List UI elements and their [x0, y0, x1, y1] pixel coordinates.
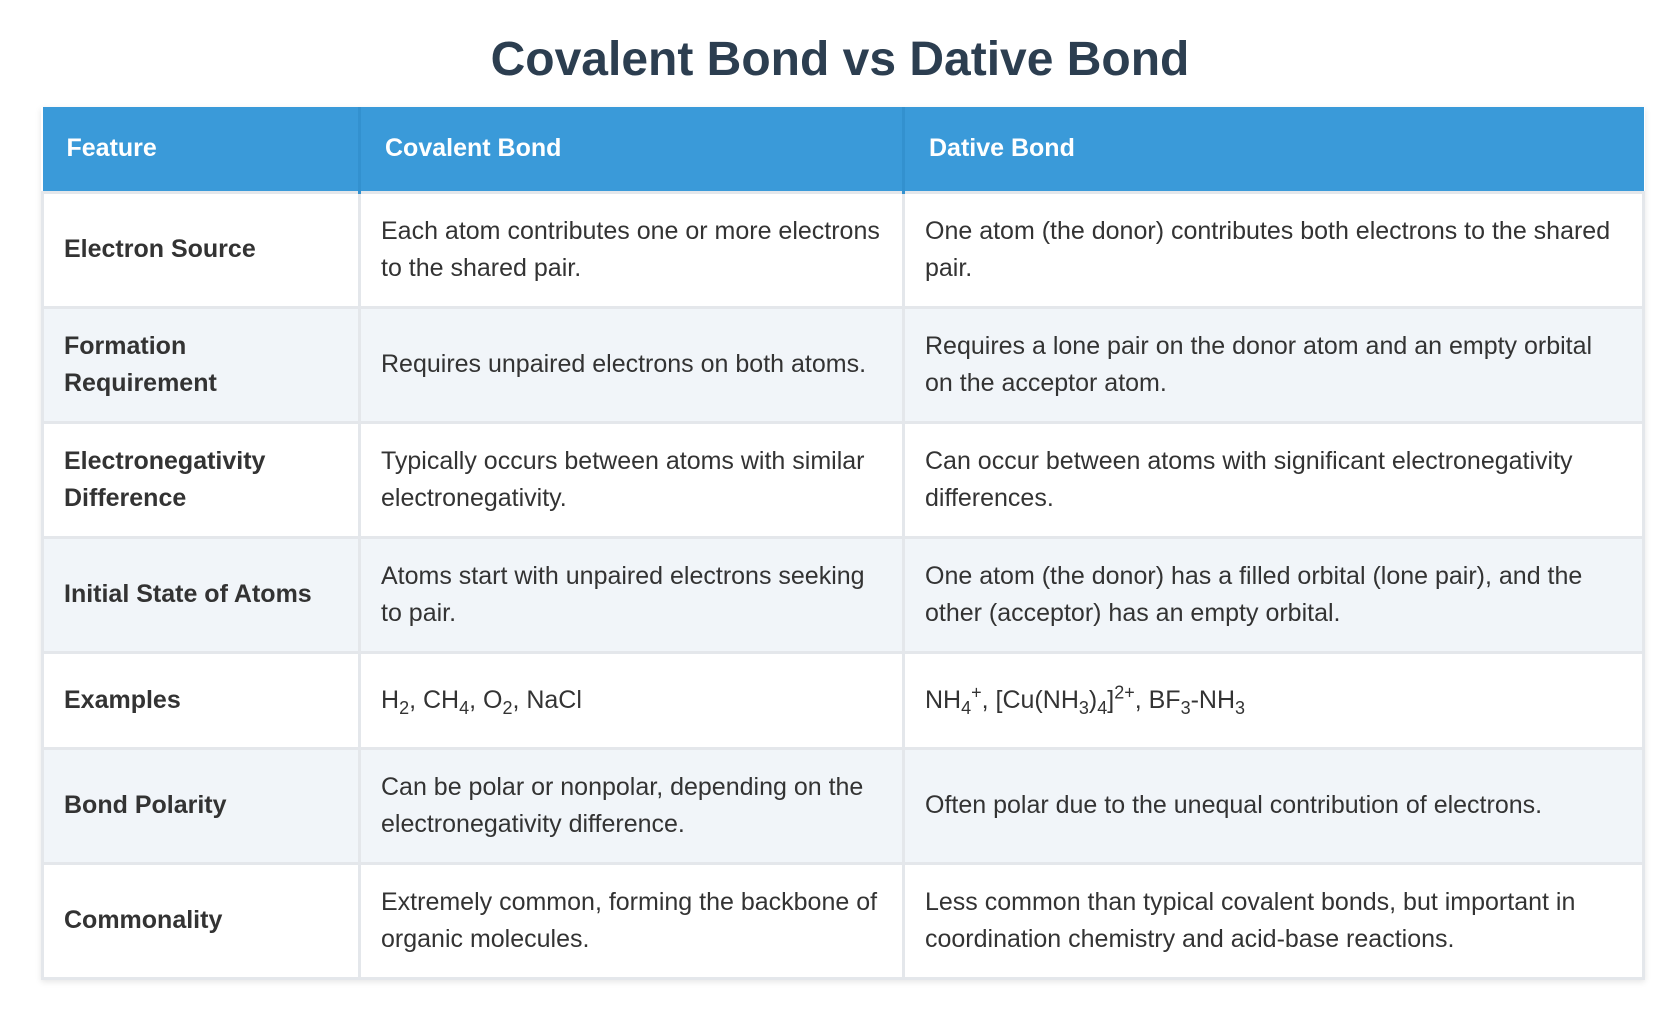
formula-text: H — [381, 685, 400, 714]
feature-cell: Electronegativity Difference — [43, 422, 360, 537]
dative-cell: Often polar due to the unequal contribution of electrons. — [904, 748, 1644, 863]
formula-text: NH — [925, 685, 962, 714]
feature-cell: Bond Polarity — [43, 748, 360, 863]
table-row — [43, 863, 1644, 978]
covalent-cell: Requires unpaired electrons on both atoms. — [360, 307, 904, 422]
dative-cell: Can occur between atoms with significant electronegativity differences. — [904, 422, 1644, 537]
formula-text: ) — [1088, 685, 1098, 714]
subscript: 4 — [961, 697, 972, 718]
covalent-cell: Each atom contributes one or more electrons to the shared pair. — [360, 192, 904, 307]
comparison-table-container — [41, 107, 1642, 980]
feature-cell: Formation Requirement — [43, 307, 360, 422]
formula-text: -NH — [1190, 685, 1236, 714]
superscript: + — [971, 682, 982, 703]
table-row — [43, 652, 1644, 748]
header-covalent-bond: Covalent Bond — [360, 107, 904, 192]
dative-cell — [904, 652, 1644, 748]
subscript: 2 — [399, 697, 410, 718]
feature-cell: Initial State of Atoms — [43, 537, 360, 652]
formula-text: , O — [469, 685, 503, 714]
subscript: 3 — [1235, 697, 1246, 718]
page-title: Covalent Bond vs Dative Bond — [490, 33, 1190, 86]
formula-text: , [Cu(NH — [981, 685, 1079, 714]
feature-cell: Commonality — [43, 863, 360, 978]
covalent-cell: Atoms start with unpaired electrons seeking to pair. — [360, 537, 904, 652]
table-row — [43, 192, 1644, 307]
subscript: 3 — [1180, 697, 1191, 718]
dative-cell: One atom (the donor) contributes both electrons to the shared pair. — [904, 192, 1644, 307]
formula-text: , CH — [409, 685, 460, 714]
header-dative-bond: Dative Bond — [904, 107, 1644, 192]
header-feature: Feature — [43, 107, 360, 192]
table-header-row — [43, 107, 1644, 192]
table-row — [43, 748, 1644, 863]
feature-cell: Examples — [43, 652, 360, 748]
subscript: 4 — [1097, 697, 1108, 718]
formula-text: , NaCl — [512, 685, 582, 714]
feature-cell: Electron Source — [43, 192, 360, 307]
dative-cell: Requires a lone pair on the donor atom and an empty orbital on the acceptor atom. — [904, 307, 1644, 422]
formula-text: , BF — [1134, 685, 1181, 714]
table-row — [43, 422, 1644, 537]
covalent-cell — [360, 652, 904, 748]
subscript: 4 — [459, 697, 470, 718]
dative-cell: Less common than typical covalent bonds, but important in coordination chemistry and acid-base reactions. — [904, 863, 1644, 978]
superscript: 2+ — [1114, 682, 1135, 703]
covalent-cell: Extremely common, forming the backbone of organic molecules. — [360, 863, 904, 978]
covalent-cell: Typically occurs between atoms with similar electronegativity. — [360, 422, 904, 537]
table-row — [43, 537, 1644, 652]
formula-text: ] — [1107, 685, 1115, 714]
comparison-table — [41, 107, 1645, 980]
subscript: 3 — [1078, 697, 1089, 718]
table-row — [43, 307, 1644, 422]
dative-cell: One atom (the donor) has a filled orbital (lone pair), and the other (acceptor) has an empty orbital. — [904, 537, 1644, 652]
covalent-cell: Can be polar or nonpolar, depending on the electronegativity difference. — [360, 748, 904, 863]
subscript: 2 — [502, 697, 513, 718]
